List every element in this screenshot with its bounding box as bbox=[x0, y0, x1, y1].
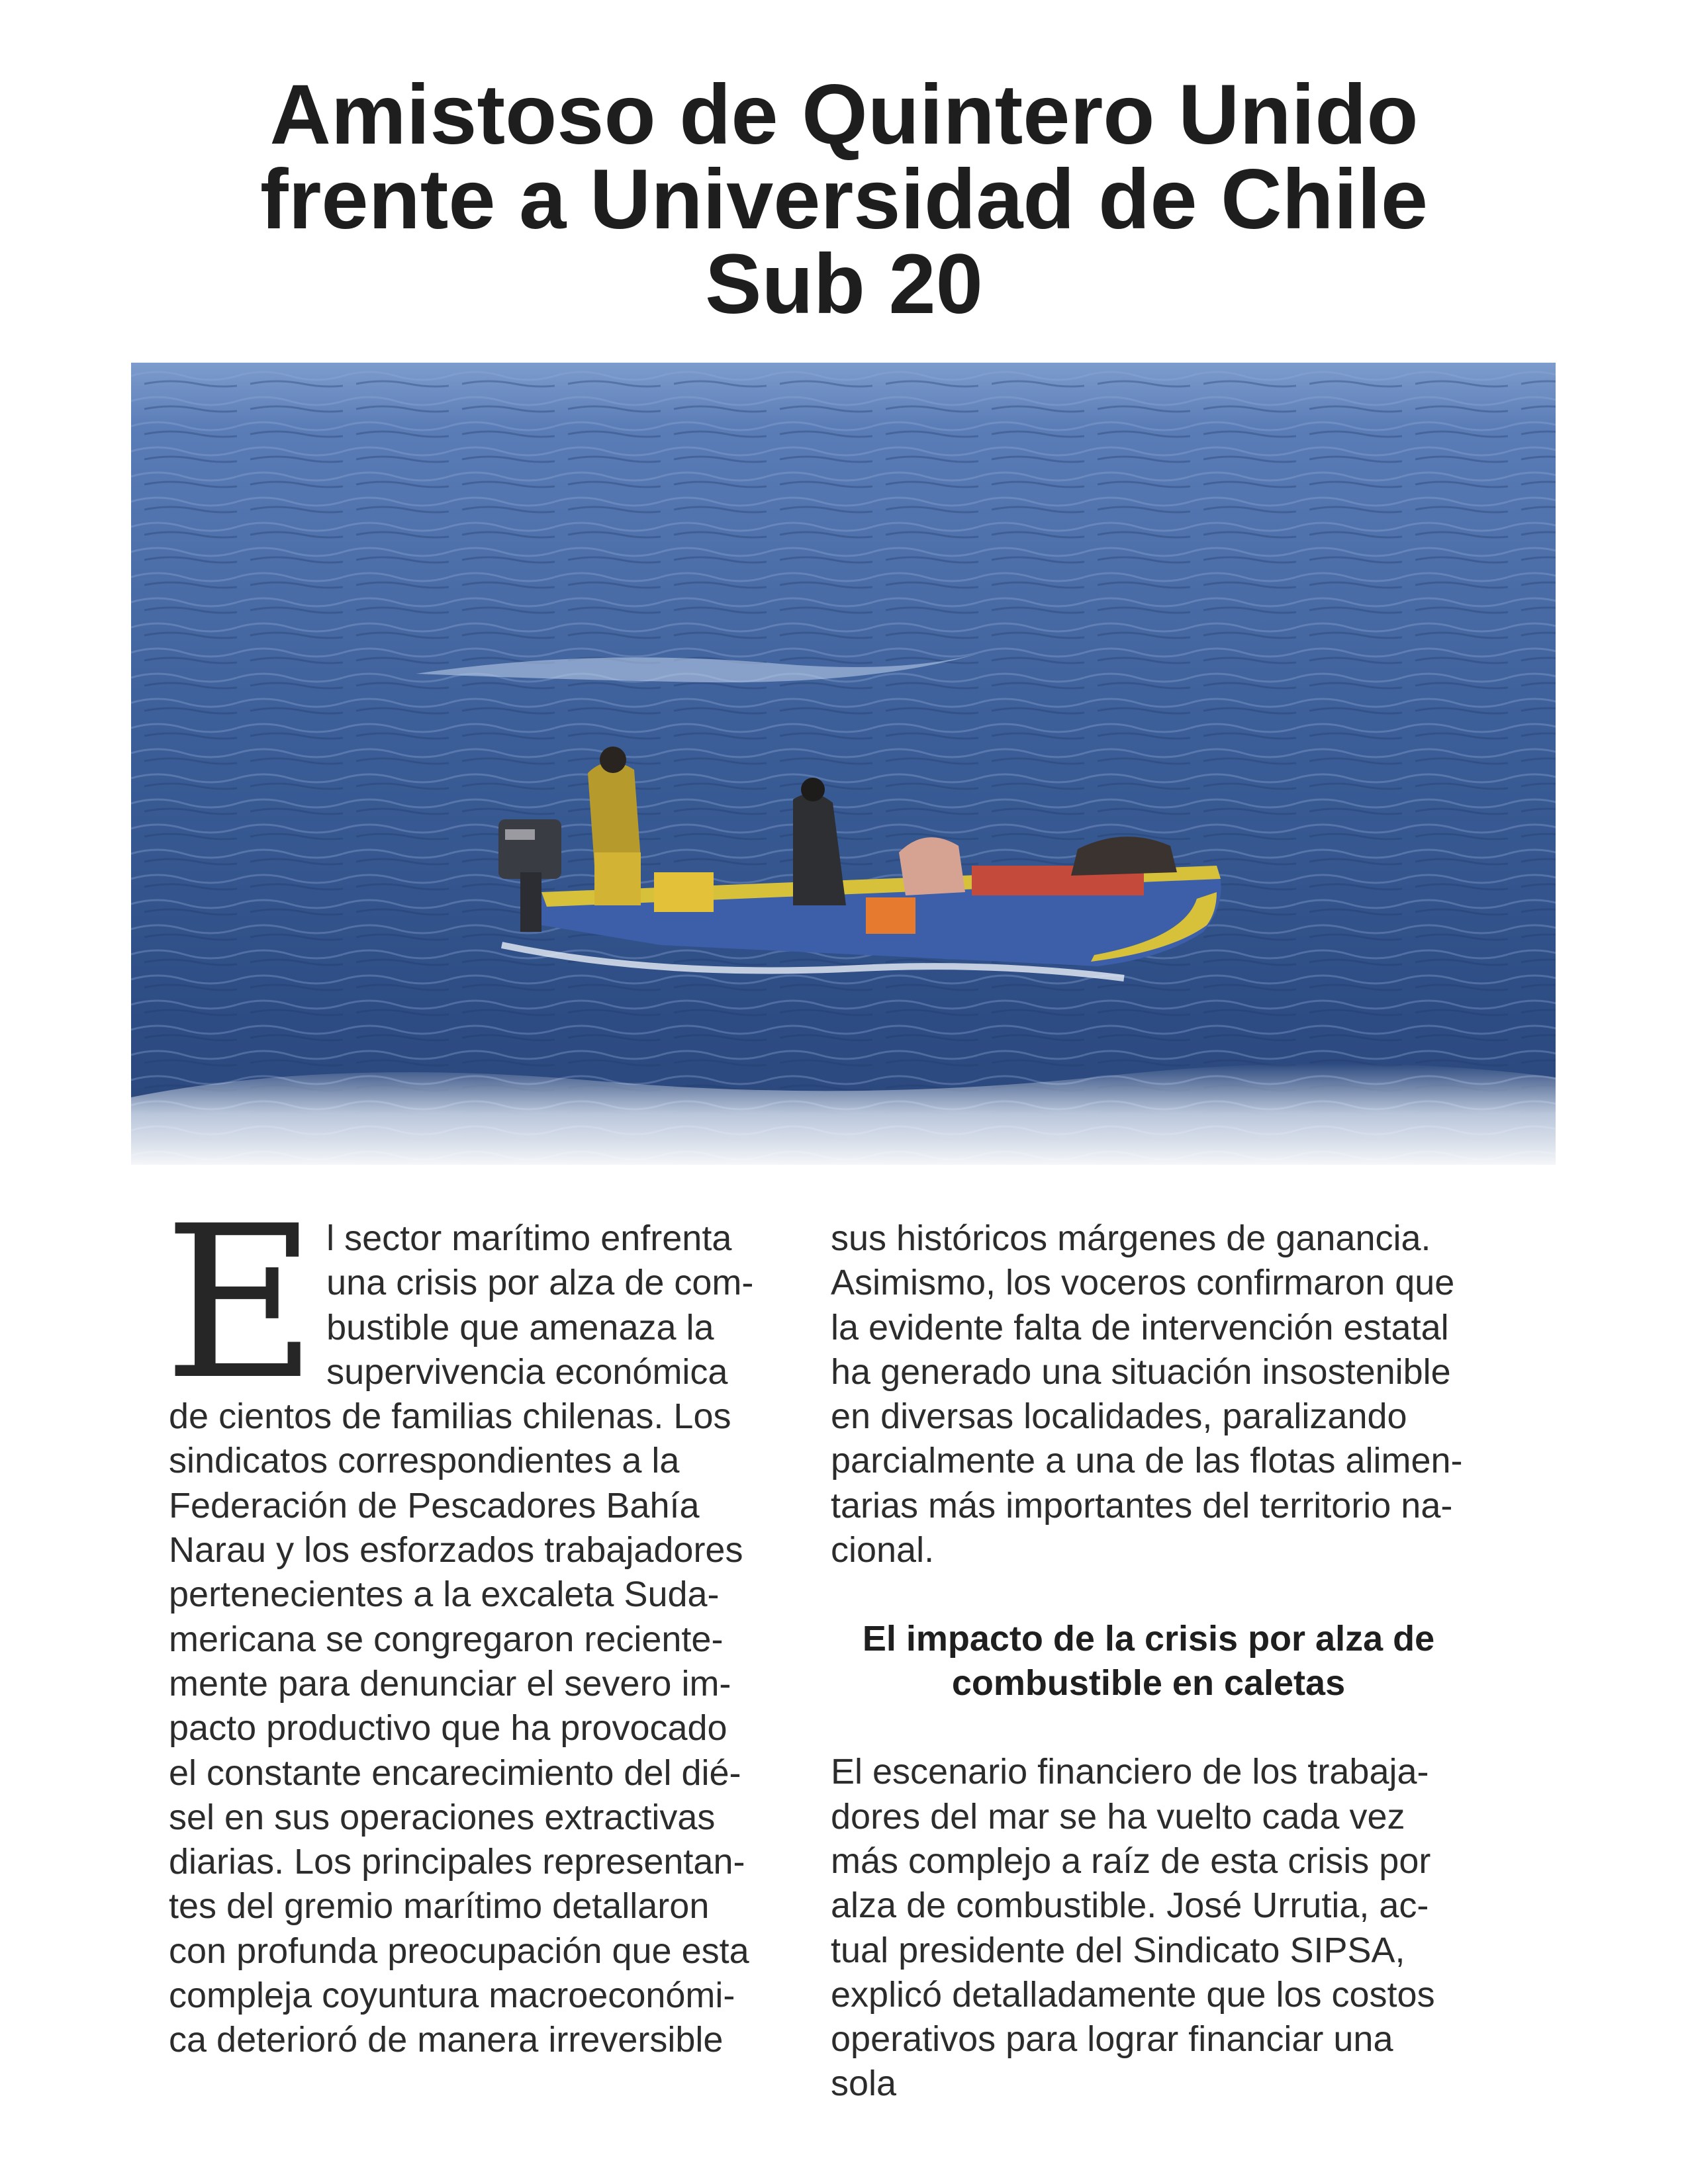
right-line-3: la evidente falta de intervención estatal bbox=[831, 1307, 1449, 1347]
headline-line-2: frente a Universidad de Chile bbox=[259, 152, 1429, 247]
paragraph-gap bbox=[831, 1706, 1466, 1750]
right-bottom-line-7: operativos para lograr financiar una sola bbox=[831, 2019, 1393, 2104]
headline-line-1: Amistoso de Quintero Unido bbox=[269, 68, 1419, 162]
left-line-1: l sector marítimo enfrenta bbox=[326, 1218, 732, 1258]
left-line-5: de cientos de familias chilenas. Los bbox=[169, 1396, 731, 1437]
sea-ripples bbox=[131, 363, 1556, 1165]
left-line-14: sel en sus operaciones extractivas bbox=[169, 1797, 716, 1837]
left-line-4: supervivencia económica bbox=[326, 1351, 728, 1392]
left-line-3: bustible que amenaza la bbox=[326, 1307, 714, 1347]
right-line-5: en diversas localidades, paralizando bbox=[831, 1396, 1407, 1437]
headline-line-3: Sub 20 bbox=[705, 237, 983, 332]
right-line-1: sus históricos márgenes de ganancia. bbox=[831, 1218, 1431, 1258]
left-line-16: tes del gremio marítimo detallaron bbox=[169, 1886, 710, 1927]
article-photo bbox=[131, 363, 1556, 1165]
left-line-8: Narau y los esforzados trabajadores bbox=[169, 1530, 743, 1570]
article-column-left bbox=[164, 1181, 804, 2063]
drop-cap: E bbox=[164, 1181, 318, 1426]
left-line-15: diarias. Los principales representan- bbox=[169, 1842, 745, 1882]
right-bottom-line-6: explicó detalladamente que los costos bbox=[831, 1974, 1435, 2015]
right-line-7: tarias más importantes del territorio na- bbox=[831, 1485, 1453, 1525]
right-column-text-top bbox=[831, 1216, 1466, 1572]
right-bottom-line-4: alza de combustible. José Urrutia, ac- bbox=[831, 1886, 1429, 1926]
left-line-9: pertenecientes a la excaleta Suda- bbox=[169, 1574, 720, 1615]
right-bottom-line-2: dores del mar se ha vuelto cada vez bbox=[831, 1796, 1405, 1837]
right-line-2: Asimismo, los voceros confirmaron que bbox=[831, 1263, 1455, 1303]
paragraph-gap bbox=[831, 1572, 1466, 1617]
right-column-text-bottom bbox=[831, 1750, 1466, 2106]
right-bottom-line-3: más complejo a raíz de esta crisis por bbox=[831, 1841, 1431, 1881]
right-bottom-line-5: tual presidente del Sindicato SIPSA, bbox=[831, 1930, 1405, 1970]
left-line-18: compleja coyuntura macroeconómi- bbox=[169, 1976, 735, 2016]
article-headline bbox=[99, 68, 1589, 332]
left-line-7: Federación de Pescadores Bahía bbox=[169, 1485, 700, 1525]
subheading-line-2: combustible en caletas bbox=[951, 1663, 1346, 1704]
article-column-right bbox=[831, 1216, 1466, 2107]
left-line-10: mericana se congregaron reciente- bbox=[169, 1619, 724, 1659]
left-line-2: una crisis por alza de com- bbox=[326, 1263, 754, 1303]
fishing-boat-illustration bbox=[131, 363, 1556, 1165]
left-line-13: el constante encarecimiento del dié- bbox=[169, 1752, 741, 1793]
left-line-19: ca deterioró de manera irreversible bbox=[169, 2020, 724, 2060]
right-bottom-line-1: El escenario financiero de los trabaja- bbox=[831, 1752, 1429, 1792]
right-line-8: cional. bbox=[831, 1530, 935, 1570]
right-line-4: ha generado una situación insostenible bbox=[831, 1351, 1451, 1392]
section-subheading bbox=[831, 1617, 1466, 1706]
subheading-line-1: El impacto de la crisis por alza de bbox=[862, 1619, 1435, 1659]
left-line-11: mente para denunciar el severo im- bbox=[169, 1663, 731, 1704]
left-line-12: pacto productivo que ha provocado bbox=[169, 1708, 727, 1749]
left-line-17: con profunda preocupación que esta bbox=[169, 1931, 749, 1971]
left-line-6: sindicatos correspondientes a la bbox=[169, 1441, 680, 1481]
right-line-6: parcialmente a una de las flotas alimen- bbox=[831, 1441, 1463, 1481]
